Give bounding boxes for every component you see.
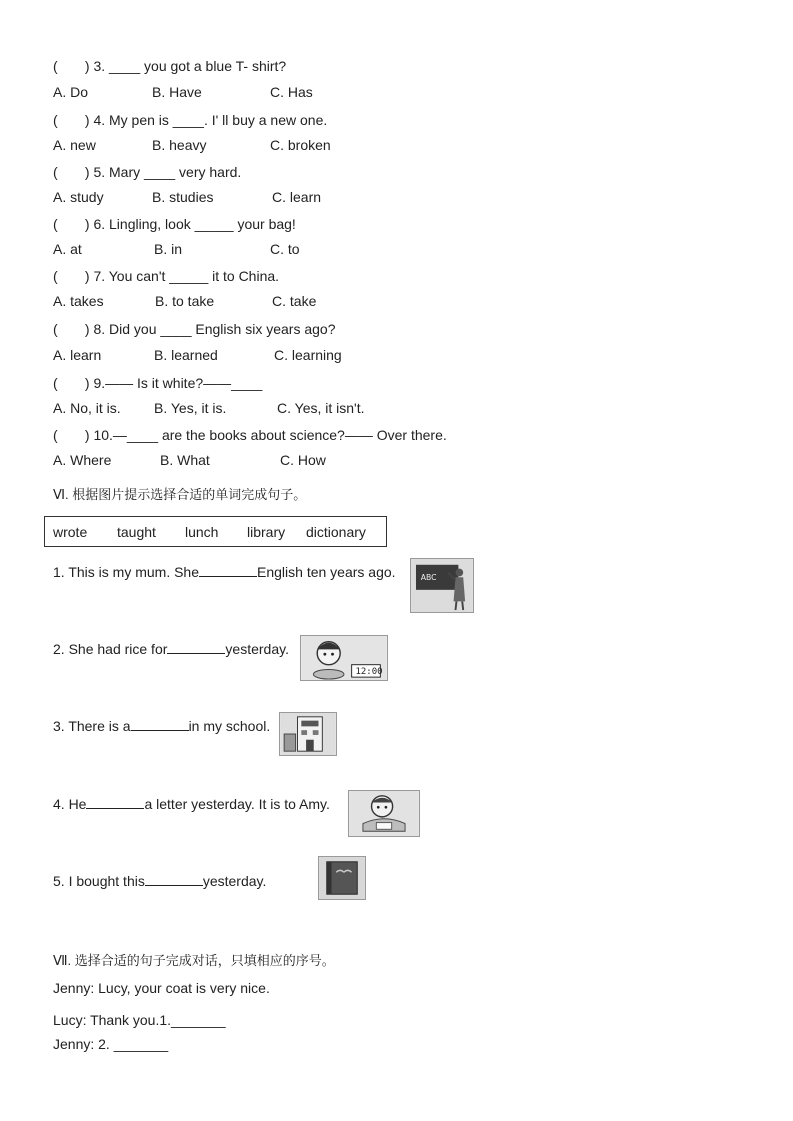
option-b: B. to take — [155, 293, 215, 309]
answer-blank[interactable] — [86, 794, 144, 809]
option-b: B. Yes, it is. — [154, 400, 227, 416]
option-c: C. broken — [270, 137, 331, 153]
sentence-text: 5. I bought this — [53, 873, 145, 889]
option-c: C. Yes, it isn't. — [277, 400, 365, 416]
answer-blank[interactable] — [199, 562, 257, 577]
option-c: C. How — [280, 452, 326, 468]
answer-blank[interactable] — [167, 639, 225, 654]
word-bank-item: library — [247, 524, 286, 540]
option-a: A. Do — [53, 84, 89, 100]
sentence-text: 1. This is my mum. She — [53, 564, 200, 580]
dialogue-line: Jenny: 2. _______ — [53, 1036, 169, 1052]
word-bank-item: dictionary — [306, 524, 366, 540]
svg-text:ABC: ABC — [420, 573, 437, 583]
question-stem: ( ) 9.—— Is it white?——____ — [53, 375, 263, 391]
sentence-text: 2. She had rice for — [53, 641, 168, 657]
option-b: B. What — [160, 452, 210, 468]
answer-blank[interactable] — [131, 716, 189, 731]
picture-sentence-5 — [53, 871, 266, 890]
sentence-text: yesterday. — [225, 641, 289, 657]
option-a: A. No, it is. — [53, 400, 121, 416]
sentence-text: yesterday. — [202, 873, 267, 889]
dialogue-line: Jenny: Lucy, your coat is very nice. — [53, 980, 270, 996]
boy-writing-picture — [348, 790, 420, 837]
option-a: A. takes — [53, 293, 104, 309]
option-a: A. study — [53, 189, 104, 205]
question-stem: ( ) 6. Lingling, look _____ your bag! — [53, 216, 296, 232]
word-bank — [44, 516, 387, 547]
option-c: C. to — [270, 241, 300, 257]
option-b: B. Have — [152, 84, 202, 100]
word-bank-item: lunch — [185, 524, 219, 540]
option-c: C. Has — [270, 84, 313, 100]
option-b: B. studies — [152, 189, 214, 205]
option-b: B. heavy — [152, 137, 207, 153]
sentence-text: in my school. — [188, 718, 271, 734]
option-a: A. learn — [53, 347, 102, 363]
option-a: A. at — [53, 241, 82, 257]
option-b: B. in — [154, 241, 183, 257]
word-bank-item: wrote — [53, 524, 88, 540]
sentence-text: a letter yesterday. It is to Amy. — [144, 796, 330, 812]
question-stem: ( ) 5. Mary ____ very hard. — [53, 164, 242, 180]
question-stem: ( ) 4. My pen is ____. I' ll buy a new one. — [53, 112, 328, 128]
question-stem: ( ) 10.—____ are the books about science?—— Over there. — [53, 427, 447, 443]
question-stem: ( ) 8. Did you ____ English six years ago? — [53, 321, 336, 337]
section-6-heading: Ⅵ. 根据图片提示选择合适的单词完成句子。 — [53, 487, 307, 502]
teacher-at-blackboard-picture — [410, 558, 474, 613]
answer-blank[interactable] — [145, 871, 203, 886]
library-building-picture — [279, 712, 337, 756]
picture-sentence-2 — [53, 639, 289, 658]
dialogue-line: Lucy: Thank you.1._______ — [53, 1012, 226, 1028]
word-bank-item: taught — [117, 524, 156, 540]
question-stem: ( ) 7. You can't _____ it to China. — [53, 268, 280, 284]
clock-time: 12:00 — [355, 667, 383, 677]
option-b: B. learned — [154, 347, 218, 363]
picture-sentence-4 — [53, 794, 330, 813]
sentence-text: English ten years ago. — [257, 564, 396, 580]
picture-sentence-3 — [53, 716, 270, 735]
sentence-text: 3. There is a — [53, 718, 131, 734]
option-c: C. learning — [274, 347, 342, 363]
picture-sentence-1 — [53, 562, 396, 581]
section-7-heading: Ⅶ. 选择合适的句子完成对话，只填相应的序号。 — [53, 953, 335, 968]
girl-eating-lunch-picture — [300, 635, 388, 681]
sentence-text: 4. He — [53, 796, 87, 812]
option-a: A. Where — [53, 452, 112, 468]
dictionary-book-picture — [318, 856, 366, 900]
question-stem: ( ) 3. ____ you got a blue T- shirt? — [53, 58, 287, 74]
option-c: C. learn — [272, 189, 322, 205]
option-c: C. take — [272, 293, 317, 309]
option-a: A. new — [53, 137, 96, 153]
